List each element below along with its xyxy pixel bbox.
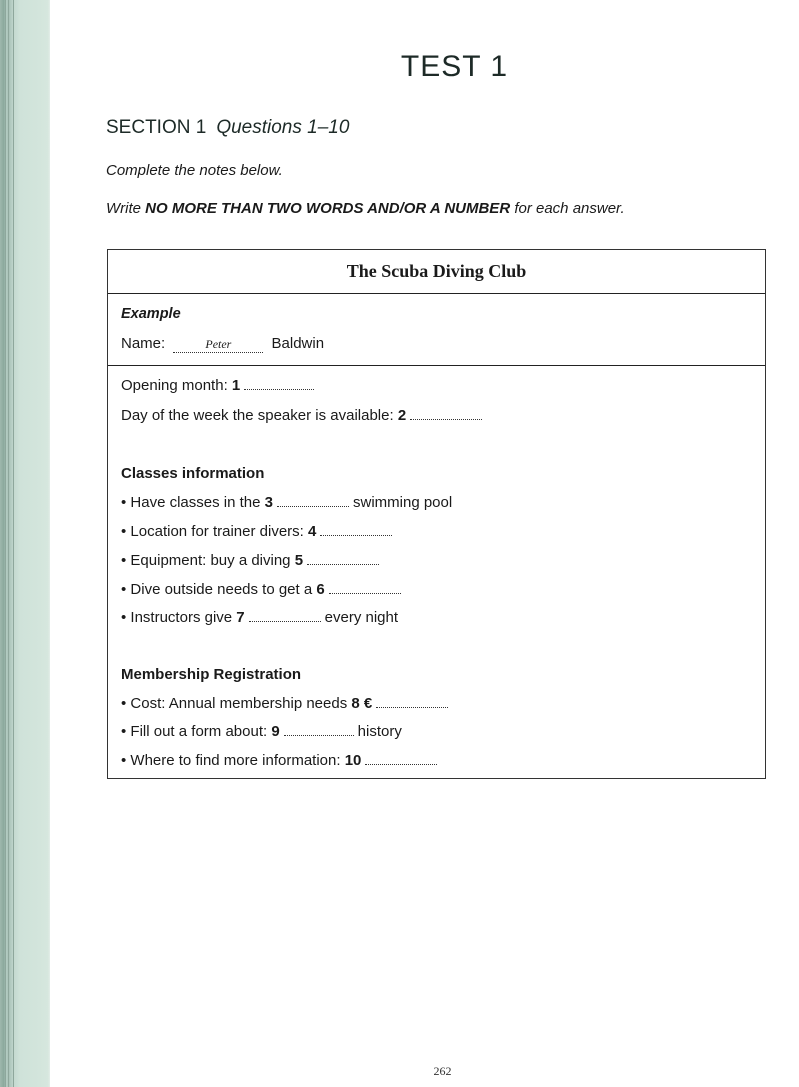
example-answer: Peter: [173, 337, 263, 353]
instruction-emphasis: NO MORE THAN TWO WORDS AND/OR A NUMBER: [145, 200, 511, 217]
question-8: [121, 695, 452, 712]
answer-blank-7[interactable]: [249, 609, 321, 622]
page-number: 262: [433, 1064, 452, 1078]
answer-blank-5[interactable]: [307, 552, 379, 565]
question-number: 2: [397, 407, 407, 424]
question-1: [121, 377, 318, 394]
question-5: [121, 552, 383, 569]
question-number: 6: [316, 581, 325, 598]
answer-blank-8[interactable]: [376, 695, 448, 708]
answer-blank-1[interactable]: [244, 377, 314, 390]
question-6: [121, 581, 405, 598]
question-text: Opening month:: [121, 377, 232, 394]
question-number: 5: [294, 552, 304, 569]
question-text: • Fill out a form about:: [121, 723, 272, 740]
example-suffix: Baldwin: [271, 335, 325, 352]
example-prefix: Name:: [121, 335, 166, 352]
test-title: TEST 1: [400, 50, 509, 83]
question-number: 4: [308, 523, 317, 540]
example-label: Example: [121, 306, 181, 322]
instruction-text: for each answer.: [510, 200, 625, 217]
example-area: [108, 294, 765, 366]
question-text: • Location for trainer divers:: [121, 523, 309, 540]
question-9: [121, 723, 402, 740]
question-2: [121, 407, 486, 424]
question-7: [121, 609, 398, 626]
question-number: 9: [271, 723, 280, 740]
instruction-line-2: [106, 200, 625, 217]
question-text: • Dive outside needs to get a: [121, 581, 317, 598]
instruction-text: Write: [106, 200, 146, 217]
question-text: • Where to find more information:: [121, 752, 345, 769]
answer-blank-6[interactable]: [329, 581, 401, 594]
answer-blank-2[interactable]: [410, 407, 482, 420]
questions-range: Questions 1–10: [216, 117, 350, 138]
notes-heading: The Scuba Diving Club: [108, 250, 765, 294]
question-text-after: every night: [324, 609, 399, 626]
question-number: 8 €: [351, 695, 373, 712]
question-text: • Have classes in the: [121, 494, 265, 511]
spine-line: [13, 0, 14, 1087]
question-4: [121, 523, 396, 540]
answer-blank-10[interactable]: [365, 752, 437, 765]
notes-box: [107, 249, 766, 779]
instruction-line-1: Complete the notes below.: [106, 162, 283, 179]
question-text-after: swimming pool: [353, 494, 453, 511]
question-text: • Instructors give: [121, 609, 237, 626]
answer-blank-3[interactable]: [277, 494, 349, 507]
question-text: • Cost: Annual membership needs: [121, 695, 352, 712]
answer-blank-4[interactable]: [320, 523, 392, 536]
book-spine-edge: [0, 0, 50, 1087]
question-text-after: history: [357, 723, 402, 740]
question-number: 3: [264, 494, 273, 511]
spine-line: [8, 0, 9, 1087]
question-10: [121, 752, 441, 769]
classes-heading: Classes information: [121, 465, 265, 482]
answer-blank-9[interactable]: [284, 723, 354, 736]
spine-line: [5, 0, 6, 1087]
question-number: 1: [231, 377, 241, 394]
section-heading: [106, 117, 349, 139]
question-text: • Equipment: buy a diving: [121, 552, 295, 569]
question-3: [121, 494, 452, 511]
question-number: 7: [236, 609, 245, 626]
question-number: 10: [344, 752, 362, 769]
membership-heading: Membership Registration: [121, 666, 302, 683]
question-text: Day of the week the speaker is available:: [121, 407, 398, 424]
example-line: [121, 335, 324, 353]
section-label: SECTION 1: [106, 117, 207, 138]
